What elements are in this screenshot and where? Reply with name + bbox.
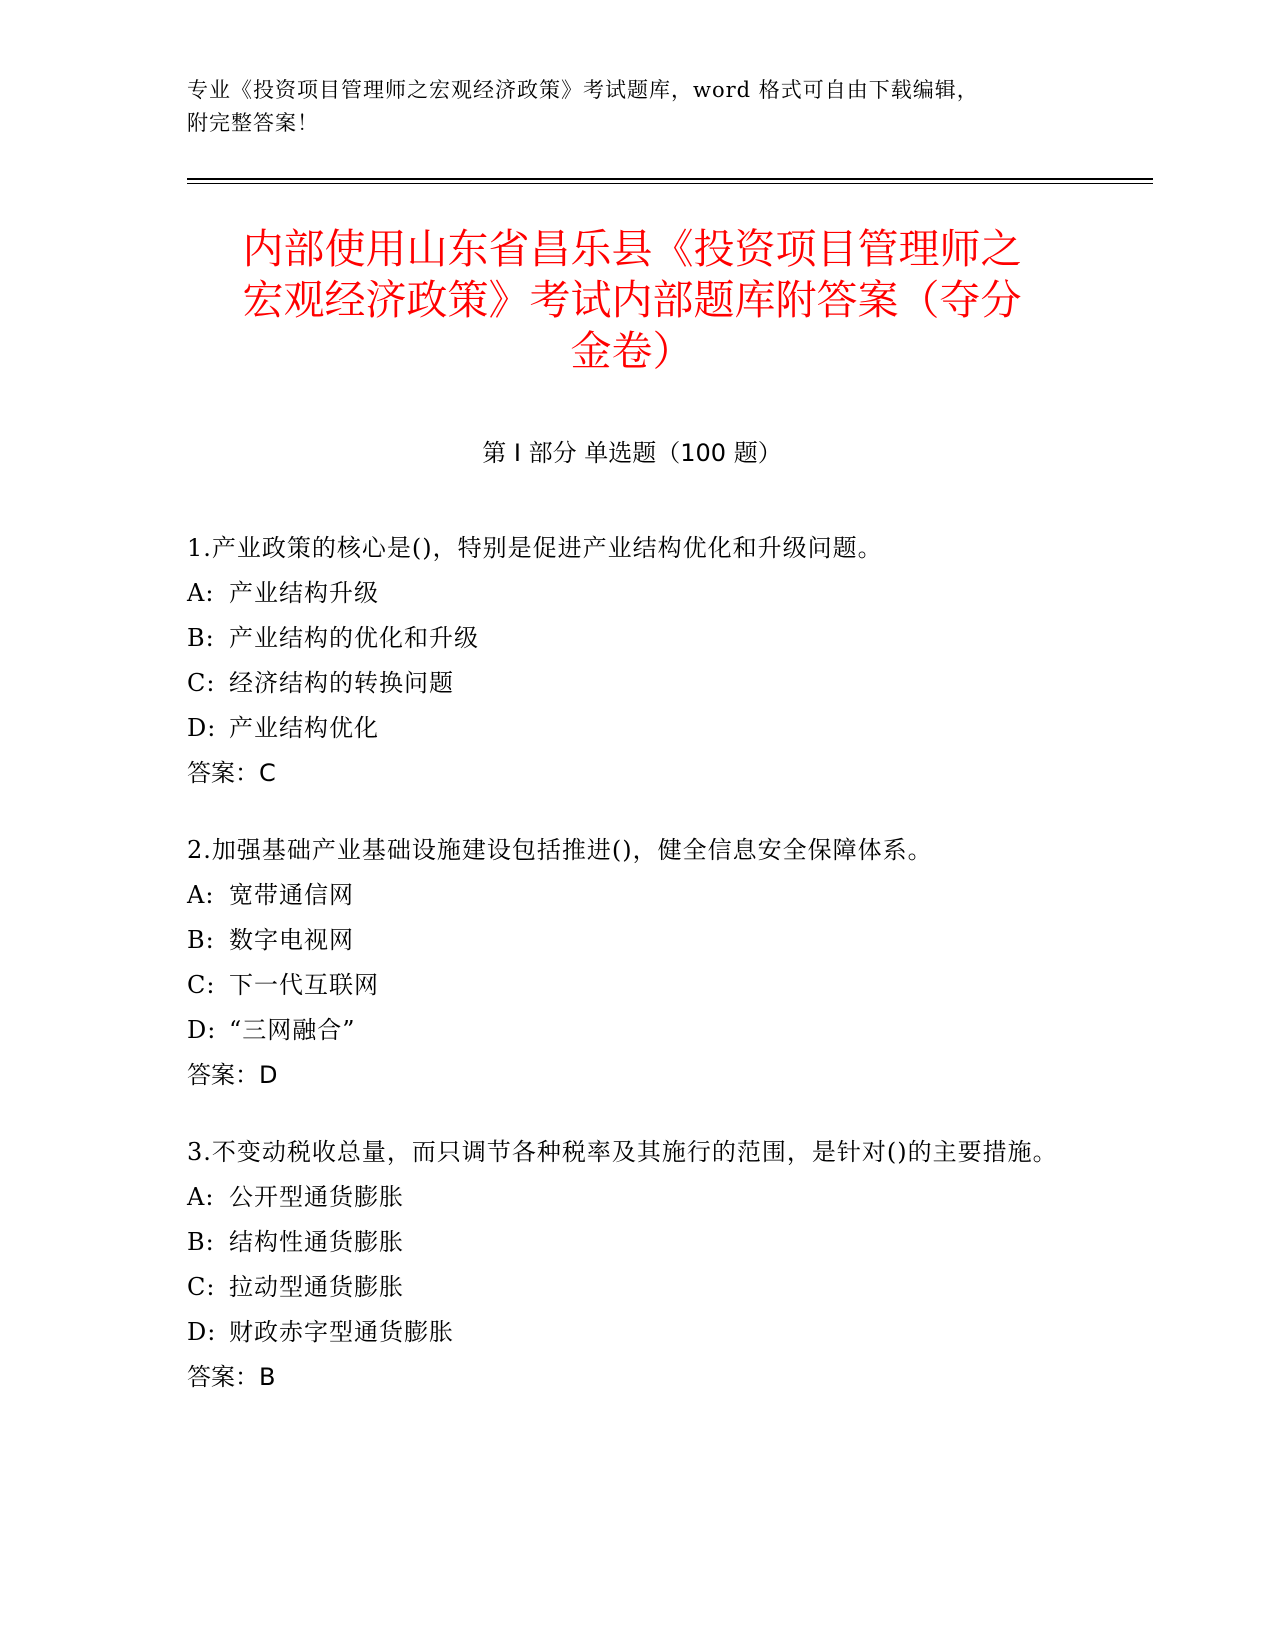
option-a (187, 873, 1067, 918)
header-note-line-1: 专业《投资项目管理师之宏观经济政策》考试题库，word 格式可自由下载编辑， (187, 78, 979, 102)
option-text: 结构性通货膨胀 (229, 1228, 404, 1256)
document-title (187, 224, 1077, 377)
option-d (187, 1310, 1067, 1355)
question-1 (187, 526, 1067, 796)
option-key: D: (187, 1318, 217, 1346)
option-b (187, 1220, 1067, 1265)
question-2 (187, 828, 1067, 1098)
document-title-line-2: 宏观经济政策》考试内部题库附答案（夺分 (242, 276, 1022, 324)
option-key: C: (187, 971, 216, 999)
option-a (187, 1175, 1067, 1220)
option-key: B: (187, 1228, 215, 1256)
question-stem: 1.产业政策的核心是()，特别是促进产业结构优化和升级问题。 (187, 534, 883, 562)
option-text: 公开型通货膨胀 (229, 1183, 404, 1211)
option-key: C: (187, 1273, 216, 1301)
question-list (187, 526, 1067, 1432)
option-d (187, 706, 1067, 751)
option-c (187, 963, 1067, 1008)
answer: 答案：D (187, 1061, 278, 1089)
header-note (187, 74, 1067, 140)
option-key: B: (187, 926, 215, 954)
answer: 答案：B (187, 1363, 276, 1391)
option-text: 产业结构升级 (229, 579, 379, 607)
option-text: 数字电视网 (229, 926, 354, 954)
option-key: D: (187, 1016, 217, 1044)
option-key: B: (187, 624, 215, 652)
option-key: A: (187, 1183, 215, 1211)
option-text: “三网融合” (229, 1016, 356, 1044)
document-title-line-3: 金卷） (570, 327, 694, 375)
option-text: 拉动型通货膨胀 (229, 1273, 404, 1301)
section-heading: 第 I 部分 单选题（100 题） (482, 439, 782, 467)
question-stem: 3.不变动税收总量，而只调节各种税率及其施行的范围，是针对()的主要措施。 (187, 1138, 1058, 1166)
question-stem: 2.加强基础产业基础设施建设包括推进()，健全信息安全保障体系。 (187, 836, 933, 864)
option-text: 财政赤字型通货膨胀 (229, 1318, 454, 1346)
option-text: 经济结构的转换问题 (229, 669, 454, 697)
option-a (187, 571, 1067, 616)
option-b (187, 918, 1067, 963)
question-3 (187, 1130, 1067, 1400)
document-title-line-1: 内部使用山东省昌乐县《投资项目管理师之 (242, 225, 1022, 273)
answer: 答案：C (187, 759, 276, 787)
header-divider-thin (187, 183, 1153, 184)
option-key: D: (187, 714, 217, 742)
option-text: 产业结构的优化和升级 (229, 624, 479, 652)
option-key: A: (187, 881, 215, 909)
option-c (187, 661, 1067, 706)
option-text: 宽带通信网 (229, 881, 354, 909)
option-b (187, 616, 1067, 661)
option-key: C: (187, 669, 216, 697)
option-text: 下一代互联网 (229, 971, 379, 999)
header-note-line-2: 附完整答案！ (187, 111, 319, 135)
option-c (187, 1265, 1067, 1310)
option-d (187, 1008, 1067, 1053)
option-text: 产业结构优化 (229, 714, 379, 742)
header-divider-thick (187, 178, 1153, 180)
option-key: A: (187, 579, 215, 607)
